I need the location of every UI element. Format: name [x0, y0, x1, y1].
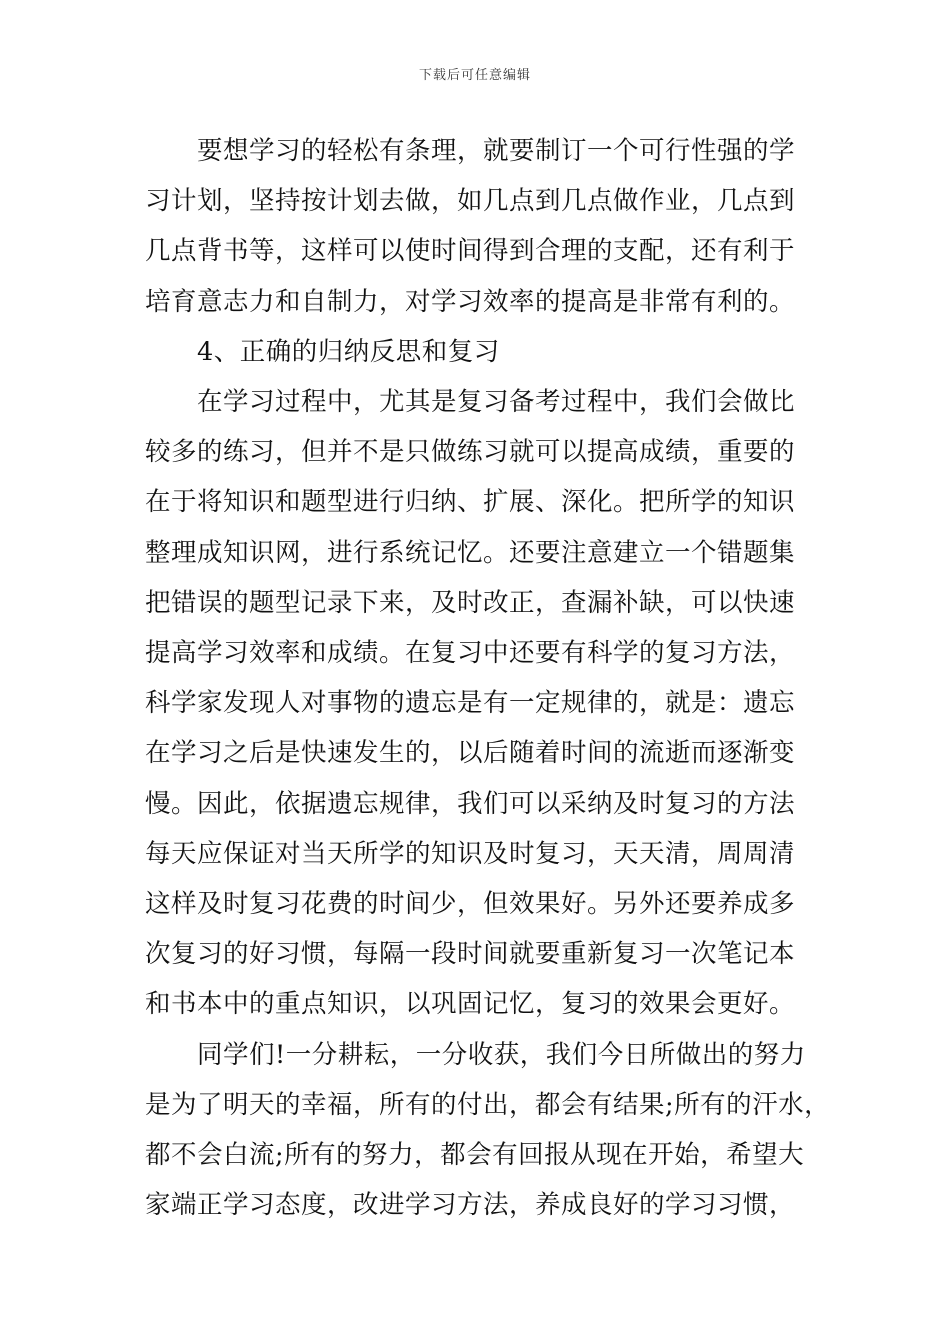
- text-line: 习计划，坚持按计划去做，如几点到几点做作业，几点到: [145, 186, 796, 217]
- text-line: 在学习之后是快速发生的，以后随着时间的流逝而逐渐变: [145, 738, 796, 769]
- text-line: 慢。因此，依据遗忘规律，我们可以采纳及时复习的方法: [145, 788, 796, 819]
- text-line: 在学习过程中，尤其是复习备考过程中，我们会做比: [197, 387, 796, 418]
- text-line: 科学家发现人对事物的遗忘是有一定规律的，就是：遗忘: [145, 688, 796, 719]
- document-body: [145, 126, 831, 1230]
- section-heading: 4、正确的归纳反思和复习: [197, 336, 500, 367]
- text-line: 较多的练习，但并不是只做练习就可以提高成绩，重要的: [145, 437, 796, 468]
- text-line: 几点背书等，这样可以使时间得到合理的支配，还有利于: [145, 236, 796, 267]
- text-line: 家端正学习态度，改进学习方法，养成良好的学习习惯，: [145, 1190, 796, 1221]
- text-line: 同学们!一分耕耘，一分收获，我们今日所做出的努力: [197, 1039, 806, 1070]
- text-line: 是为了明天的幸福，所有的付出，都会有结果;所有的汗水，: [145, 1089, 831, 1120]
- text-line: 次复习的好习惯，每隔一段时间就要重新复习一次笔记本: [145, 939, 796, 970]
- text-line: 都不会白流;所有的努力，都会有回报从现在开始，希望大: [145, 1140, 805, 1171]
- text-line: 这样及时复习花费的时间少，但效果好。另外还要养成多: [145, 889, 796, 920]
- text-line: 要想学习的轻松有条理，就要制订一个可行性强的学: [197, 136, 796, 166]
- text-line: 在于将知识和题型进行归纳、扩展、深化。把所学的知识: [145, 487, 796, 518]
- text-line: 整理成知识网，进行系统记忆。还要注意建立一个错题集: [145, 537, 796, 568]
- text-line: 培育意志力和自制力，对学习效率的提高是非常有利的。: [145, 286, 796, 317]
- text-line: 每天应保证对当天所学的知识及时复习，天天清，周周清: [145, 838, 796, 869]
- page-header: 下载后可任意编辑: [418, 68, 531, 83]
- text-line: 和书本中的重点知识，以巩固记忆，复习的效果会更好。: [145, 989, 796, 1020]
- text-line: 提高学习效率和成绩。在复习中还要有科学的复习方法，: [145, 638, 796, 669]
- text-line: 把错误的题型记录下来，及时改正，查漏补缺，可以快速: [145, 587, 796, 618]
